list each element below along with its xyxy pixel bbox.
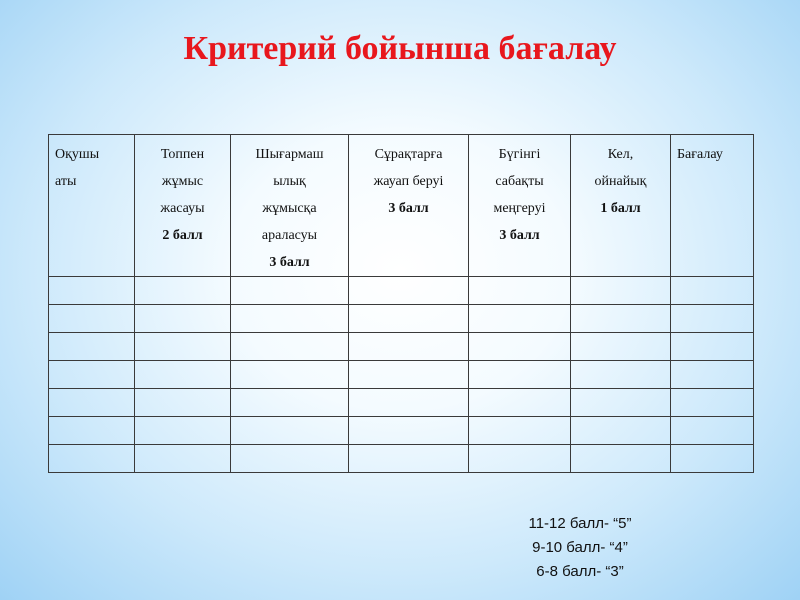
table-row: [49, 333, 754, 361]
table-cell[interactable]: [135, 389, 231, 417]
table-cell[interactable]: [231, 417, 349, 445]
table-cell[interactable]: [671, 333, 754, 361]
table-cell[interactable]: [49, 417, 135, 445]
table-cell[interactable]: [571, 277, 671, 305]
table-cell[interactable]: [349, 389, 469, 417]
points-label: 3 балл: [388, 201, 429, 216]
points-label: 2 балл: [162, 228, 203, 243]
grading-scale: [490, 512, 670, 584]
table-cell[interactable]: [135, 305, 231, 333]
scale-line: 11-12 балл- “5”: [528, 515, 632, 532]
table-cell[interactable]: [231, 389, 349, 417]
scale-line: 6-8 балл- “3”: [536, 563, 624, 580]
table-cell[interactable]: [231, 305, 349, 333]
table-cell[interactable]: [349, 417, 469, 445]
table-cell[interactable]: [469, 277, 571, 305]
points-label: 1 балл: [600, 201, 641, 216]
scale-line: 9-10 балл- “4”: [532, 539, 628, 556]
table-cell[interactable]: [349, 445, 469, 473]
assessment-table: [48, 134, 754, 473]
table-cell[interactable]: [571, 445, 671, 473]
table-cell[interactable]: [349, 361, 469, 389]
table-cell[interactable]: [671, 361, 754, 389]
table-cell[interactable]: [49, 277, 135, 305]
header-student-name: Оқушы аты: [49, 135, 135, 277]
table-cell[interactable]: [135, 417, 231, 445]
table-cell[interactable]: [349, 277, 469, 305]
table-cell[interactable]: [349, 333, 469, 361]
table-row: [49, 389, 754, 417]
header-answering-questions: Сұрақтарға жауап беруі 3 балл: [349, 135, 469, 277]
table-row: [49, 361, 754, 389]
points-label: 3 балл: [269, 255, 310, 270]
header-lesson-mastery: Бүгінгі сабақты меңгеруі 3 балл: [469, 135, 571, 277]
points-label: 3 балл: [499, 228, 540, 243]
table-cell[interactable]: [469, 305, 571, 333]
table-cell[interactable]: [671, 305, 754, 333]
header-grade: Бағалау: [671, 135, 754, 277]
table-cell[interactable]: [469, 333, 571, 361]
table-cell[interactable]: [135, 333, 231, 361]
table-row: [49, 277, 754, 305]
table-cell[interactable]: [469, 361, 571, 389]
table-cell[interactable]: [49, 305, 135, 333]
table-cell[interactable]: [571, 417, 671, 445]
table-cell[interactable]: [135, 361, 231, 389]
table-cell[interactable]: [671, 445, 754, 473]
table-cell[interactable]: [671, 277, 754, 305]
table-row: [49, 445, 754, 473]
table-cell[interactable]: [571, 333, 671, 361]
table-cell[interactable]: [135, 277, 231, 305]
table-cell[interactable]: [571, 361, 671, 389]
table-cell[interactable]: [571, 389, 671, 417]
table-cell[interactable]: [671, 417, 754, 445]
table-cell[interactable]: [49, 333, 135, 361]
table-cell[interactable]: [135, 445, 231, 473]
header-group-work: Топпен жұмыс жасауы 2 балл: [135, 135, 231, 277]
page-title: Критерий бойынша бағалау: [183, 30, 617, 67]
table-cell[interactable]: [49, 361, 135, 389]
table-cell[interactable]: [231, 445, 349, 473]
table-cell[interactable]: [231, 277, 349, 305]
header-row: [49, 135, 754, 277]
table-cell[interactable]: [349, 305, 469, 333]
header-lets-play: Кел, ойнайық 1 балл: [571, 135, 671, 277]
table-cell[interactable]: [231, 333, 349, 361]
table-cell[interactable]: [469, 389, 571, 417]
table-cell[interactable]: [571, 305, 671, 333]
table-cell[interactable]: [49, 445, 135, 473]
table-cell[interactable]: [469, 445, 571, 473]
table-cell[interactable]: [671, 389, 754, 417]
table-cell[interactable]: [231, 361, 349, 389]
header-creative-work: Шығармаш ылық жұмысқа араласуы 3 балл: [231, 135, 349, 277]
table-row: [49, 417, 754, 445]
table-cell[interactable]: [469, 417, 571, 445]
table-cell[interactable]: [49, 389, 135, 417]
table-row: [49, 305, 754, 333]
